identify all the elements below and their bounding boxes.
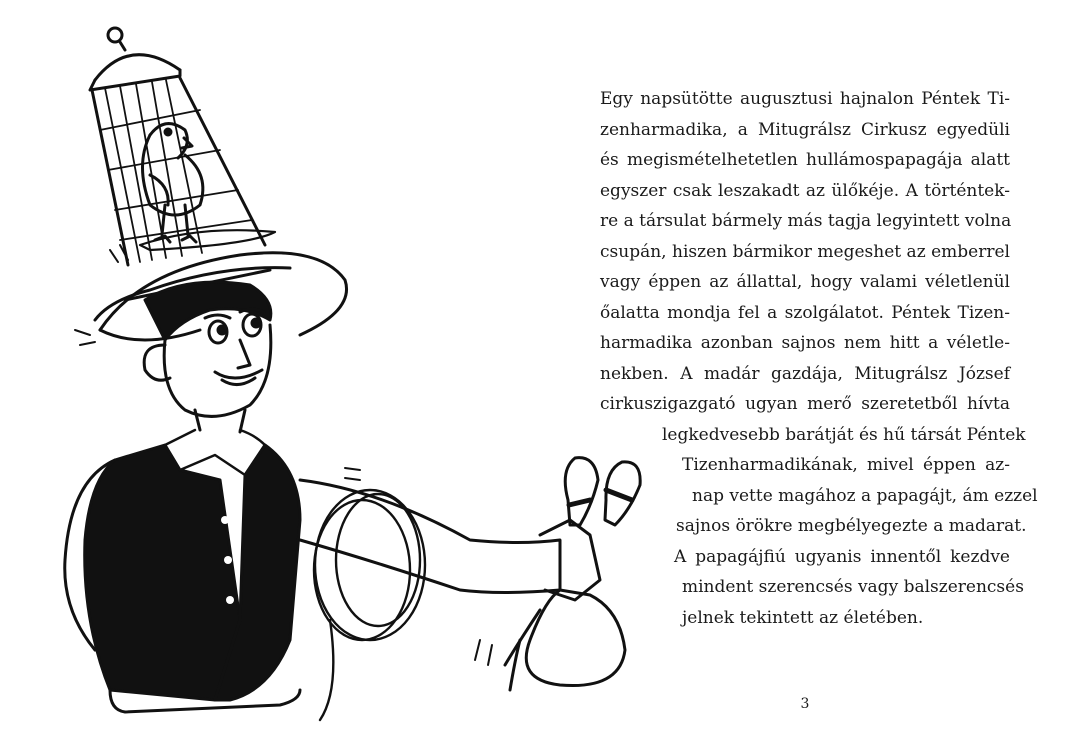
story-line: sajnos örökre megbélyegezte a madarat. <box>676 516 1027 536</box>
story-line: mindent szerencsés vagy balszerencsés <box>682 577 1024 597</box>
story-line: őalatta mondja fel a szolgálatot. Péntek Tizen- <box>600 302 1010 323</box>
story-line: A papagájfiú ugyanis innentől kezdve <box>674 546 1010 567</box>
story-line: re a társulat bármely más tagja legyintett volna <box>600 211 1012 231</box>
story-line: vagy éppen az állattal, hogy valami véletlenül <box>600 272 1010 292</box>
story-line: Egy napsütötte augusztusi hajnalon Péntek Ti- <box>600 89 1010 109</box>
page-number: 3 <box>800 696 810 712</box>
story-text <box>600 84 1038 633</box>
story-line: nekben. A madár gazdája, Mitugrálsz József <box>600 363 1010 384</box>
parrot-icon <box>143 124 203 242</box>
man-head <box>144 282 271 432</box>
story-line: legkedvesebb barátját és hű társát Péntek <box>662 424 1026 445</box>
story-line: jelnek tekintett az életében. <box>682 607 924 628</box>
rope-coil-icon <box>314 490 425 720</box>
story-line: cirkuszigazgató ugyan merő szeretetből hívta <box>600 394 1010 414</box>
story-line: zenharmadika, a Mitugrálsz Cirkusz egyedüli <box>600 119 1010 140</box>
story-line: egyszer csak leszakadt az ülőkéje. A történtek- <box>600 180 1010 201</box>
story-line: csupán, hiszen bármikor megeshet az emberrel <box>600 241 1010 262</box>
story-line: nap vette magához a papagájt, ám ezzel <box>692 485 1038 506</box>
story-line: harmadika azonban sajnos nem hitt a véletle- <box>600 333 1010 353</box>
story-line: Tizenharmadikának, mivel éppen az- <box>682 455 1010 475</box>
story-line: és megismételhetetlen hullámospapagája alatt <box>600 150 1010 170</box>
